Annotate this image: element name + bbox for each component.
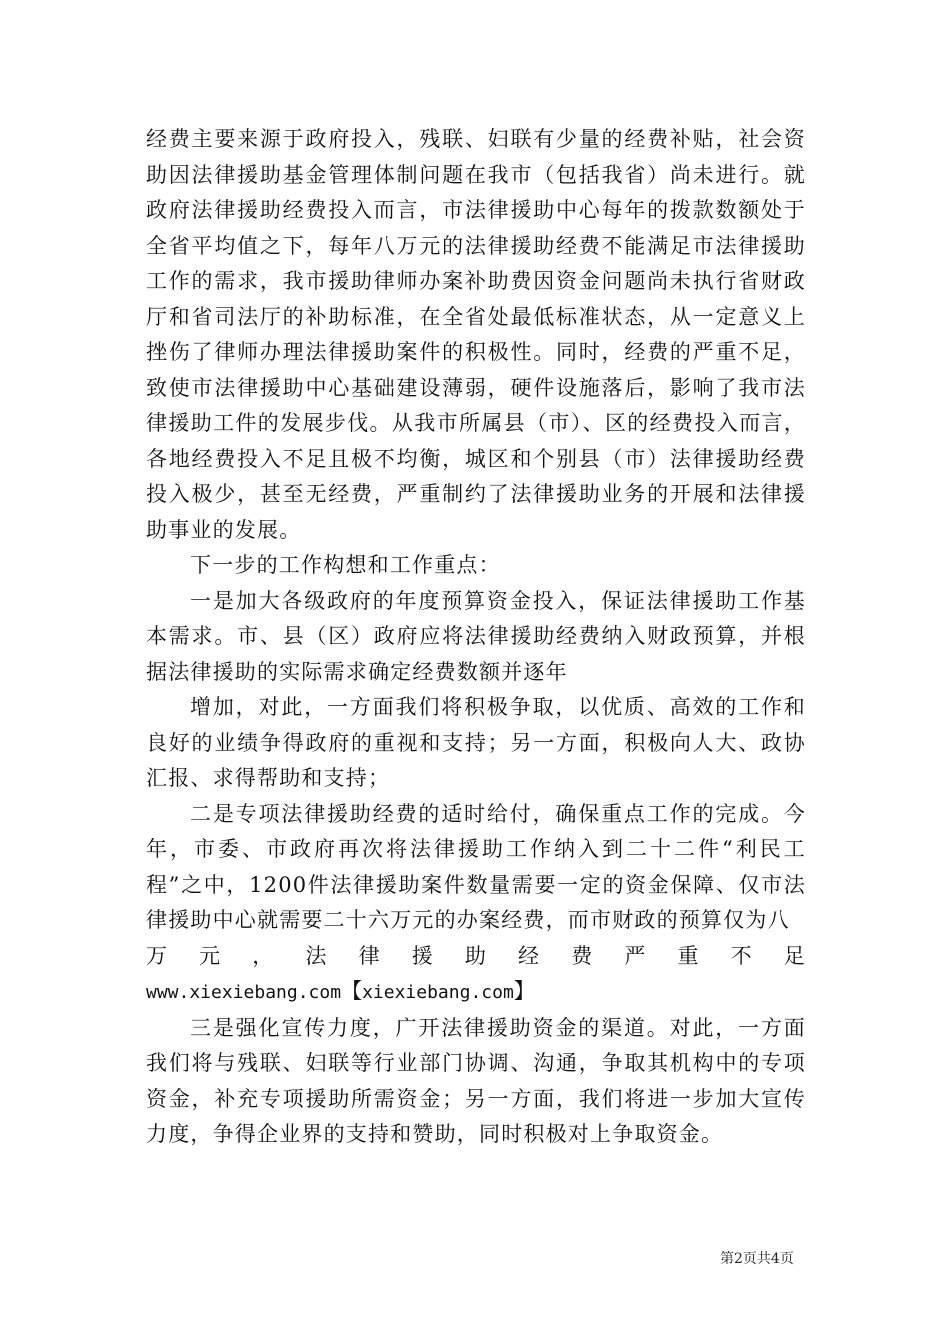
paragraph-next-steps-heading: 下一步的工作构想和工作重点：: [190, 553, 501, 577]
url-line: [146, 974, 806, 1011]
paragraph-funding-sources: 经费主要来源于政府投入，残联、妇联有少量的经费补贴，社会资助因法律援助基金管理体制问题在我市（包括我省）尚未进行。就政府法律援助经费投入而言，市法律援助中心每年的拨款数额处于全省平均值之下，每年八万元的法律援助经费不能满足市法律援助工作的需求，我市援助律师办案补助费因资金问题尚未执行省财政厅和省司法厅的补助标准，在全省处最低标准状态，从一定意义上挫伤了律师办理法律援助案件的积极性。同时，经费的严重不足，致使市法律援助中心基础建设薄弱，硬件设施落后，影响了我市法律援助工件的发展步伐。从我市所属县（市）、区的经费投入而言，各地经费投入不足且极不均衡，城区和个别县（市）法律援助经费投入极少，甚至无经费，严重制约了法律援助业务的开展和法律援助事业的发展。: [146, 127, 806, 542]
paragraph-point-two-spread-line: 万元，法律援助经费严重不足: [146, 943, 806, 968]
page-number-footer: 第2页共4页: [720, 1251, 794, 1267]
bracket-close: 】: [513, 979, 535, 1003]
paragraph-point-one: 一是加大各级政府的年度预算资金投入，保证法律援助工作基本需求。市、县（区）政府应将法律援助经费纳入财政预算，并根据法律援助的实际需求确定经费数额并逐年: [146, 588, 806, 684]
paragraph-point-three: 三是强化宣传力度，广开法律援助资金的渠道。对此，一方面我们将与残联、妇联等行业部门协调、沟通，争取其机构中的专项资金，补充专项援助所需资金；另一方面，我们将进一步加大宣传力度，争得企业界的支持和赞助，同时积极对上争取资金。: [146, 1015, 806, 1146]
site-url-link[interactable]: www.xiexiebang.com: [146, 982, 342, 1003]
paragraph-point-two: 二是专项法律援助经费的适时给付，确保重点工作的完成。今年，市委、市政府再次将法律援助工作纳入到二十二件“利民工程”之中，1200件法律援助案件数量需要一定的资金保障、仅市法律援助中心就需要二十六万元的办案经费，而市财政的预算仅为八: [146, 801, 806, 932]
document-body: [146, 122, 806, 1153]
paragraph-point-one-continued: 增加，对此，一方面我们将积极争取，以优质、高效的工作和良好的业绩争得政府的重视和支持；另一方面，积极向人大、政协汇报、求得帮助和支持；: [146, 695, 806, 790]
bracket-open: 【: [341, 979, 363, 1003]
bracket-site-text: xiexiebang.com: [362, 982, 514, 1003]
